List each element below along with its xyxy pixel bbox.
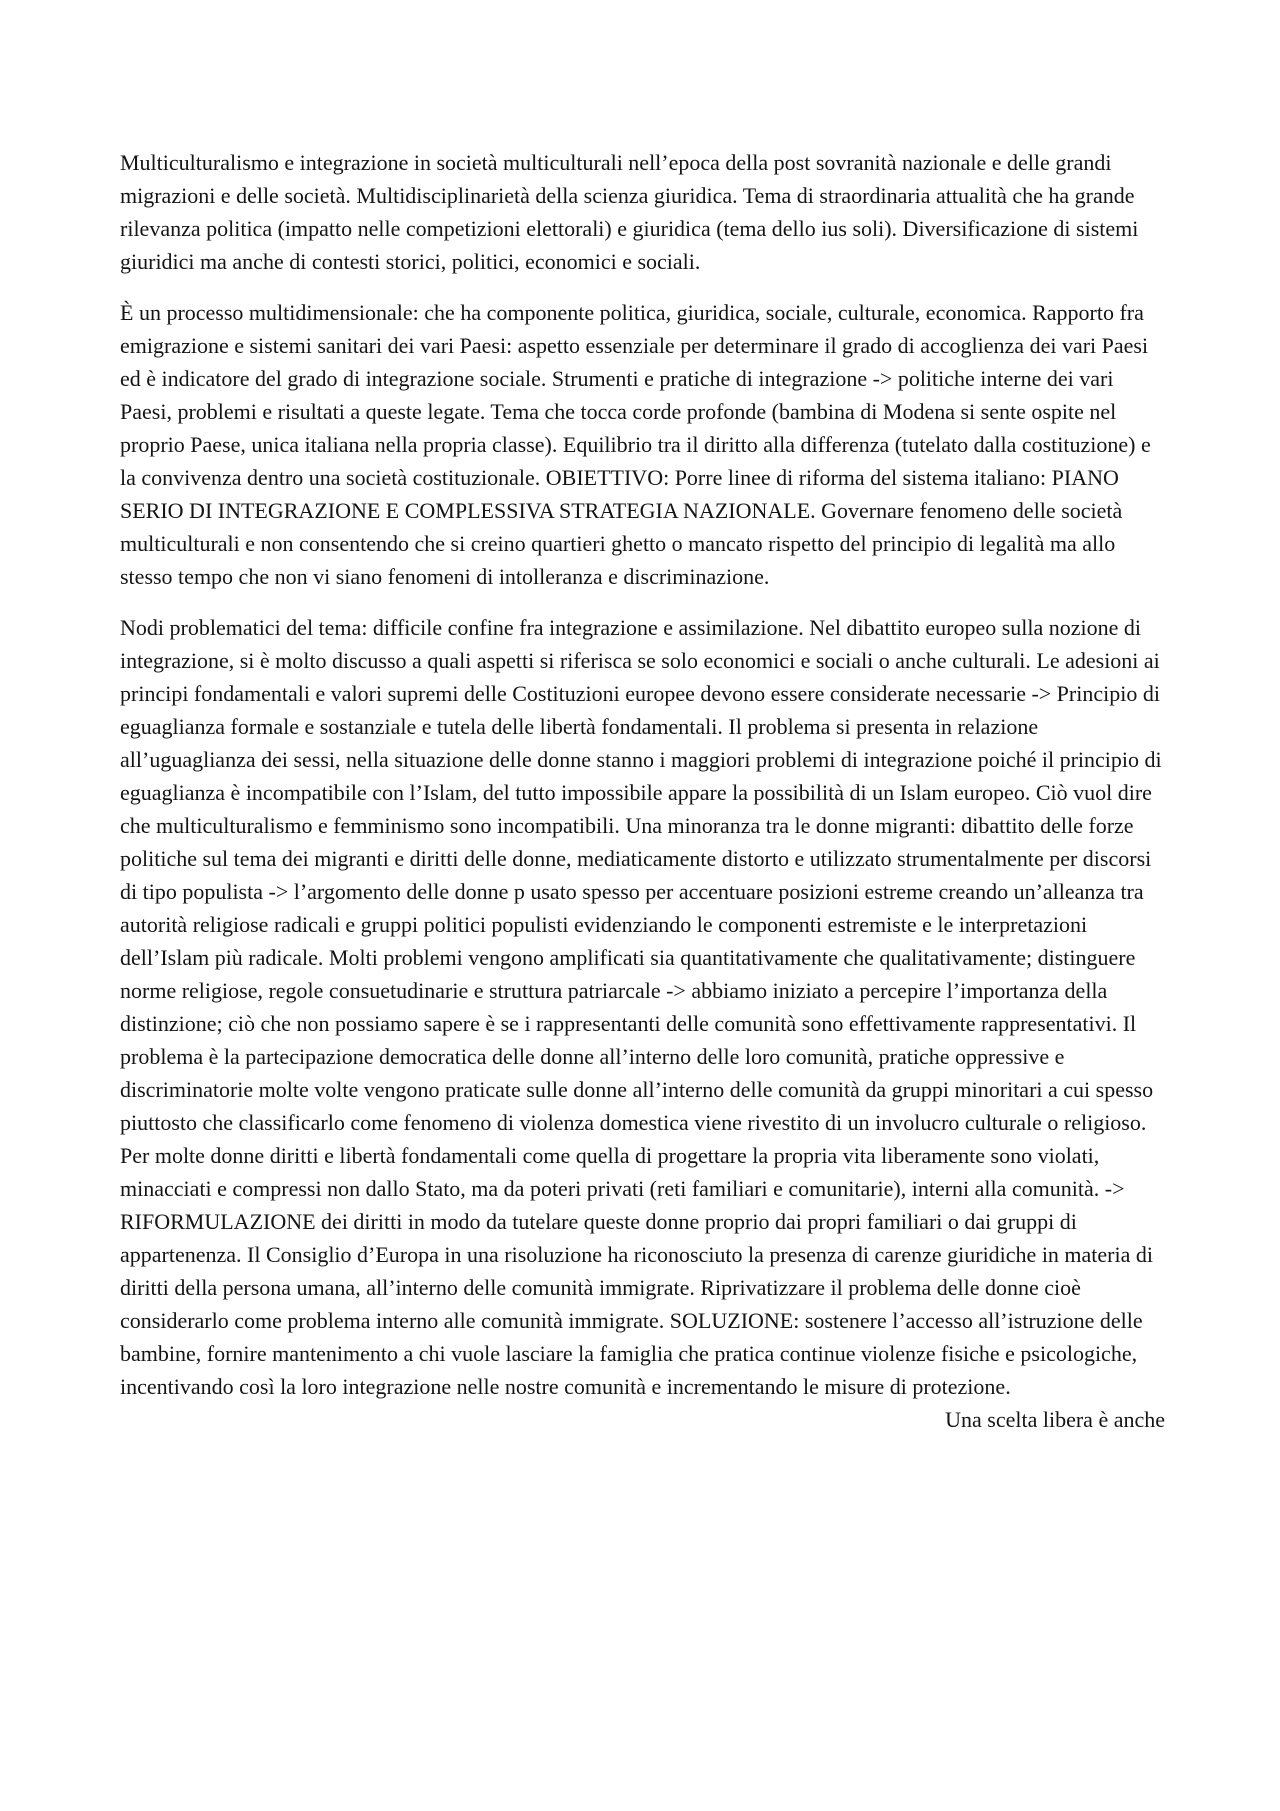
paragraph-problematic-nodes: Nodi problematici del tema: difficile confine fra integrazione e assimilazione. Nel dibattito europeo sulla nozione di integrazione, si è molto discusso a quali aspetti si riferisca se solo economici e sociali o anche culturali. Le adesioni ai principi fondamentali e valori supremi delle Costituzioni europee devono essere considerate necessarie -> Principio di eguaglianza formale e sostanziale e tutela delle libertà fondamentali. Il problema si presenta in relazione all’uguaglianza dei sessi, nella situazione delle donne stanno i maggiori problemi di integrazione poiché il principio di eguaglianza è incompatibile con l’Islam, del tutto impossibile appare la possibilità di un Islam europeo. Ciò vuol dire che multiculturalismo e femminismo sono incompatibili. Una minoranza tra le donne migranti: dibattito delle forze politiche sul tema dei migranti e diritti delle donne, mediaticamente distorto e utilizzato strumentalmente per discorsi di tipo populista -> l’argomento delle donne p usato spesso per accentuare posizioni estreme creando un’alleanza tra autorità religiose radicali e gruppi politici populisti evidenziando le componenti estremiste e le interpretazioni dell’Islam più radicale. Molti problemi vengono amplificati sia quantitativamente che qualitativamente; distinguere norme religiose, regole consuetudinarie e struttura patriarcale -> abbiamo iniziato a percepire l’importanza della distinzione; ciò che non possiamo sapere è se i rappresentanti delle comunità sono effettivamente rappresentativi. Il problema è la partecipazione democratica delle donne all’interno delle loro comunità, pratiche oppressive e discriminatorie molte volte vengono praticate sulle donne all’interno delle comunità da gruppi minoritari a cui spesso piuttosto che classificarlo come fenomeno di violenza domestica viene rivestito di un involucro culturale o religioso. Per molte donne diritti e libertà fondamentali come quella di progettare la propria vita liberamente sono violati, minacciati e compressi non dallo Stato, ma da poteri privati (reti familiari e comunitarie), interni alla comunità. -> RIFORMULAZIONE dei diritti in modo da tutelare queste donne proprio dai propri familiari o dai gruppi di appartenenza. Il Consiglio d’Europa in una risoluzione ha riconosciuto la presenza di carenze giuridiche in materia di diritti della persona umana, all’interno delle comunità immigrate. Riprivatizzare il problema delle donne cioè considerarlo come problema interno alle comunità immigrate. SOLUZIONE: sostenere l’accesso all’istruzione delle bambine, fornire mantenimento a chi vuole lasciare la famiglia che pratica continue violenze fisiche e psicologiche, incentivando così la loro integrazione nelle nostre comunità e incrementando le misure di protezione. — [120, 615, 1162, 1399]
paragraph-multidimensional-process: È un processo multidimensionale: che ha componente politica, giuridica, sociale, culturale, economica. Rapporto fra emigrazione e sistemi sanitari dei vari Paesi: aspetto essenziale per determinare il grado di accoglienza dei vari Paesi ed è indicatore del grado di integrazione sociale. Strumenti e pratiche di integrazione -> politiche interne dei vari Paesi, problemi e risultati a queste legate. Tema che tocca corde profonde (bambina di Modena si sente ospite nel proprio Paese, unica italiana nella propria classe). Equilibrio tra il diritto alla differenza (tutelato dalla costituzione) e la convivenza dentro una società costituzionale. OBIETTIVO: Porre linee di riforma del sistema italiano: PIANO SERIO DI INTEGRAZIONE E COMPLESSIVA STRATEGIA NAZIONALE. Governare fenomeno delle società multiculturali e non consentendo che si creino quartieri ghetto o mancato rispetto del principio di legalità ma allo stesso tempo che non vi siano fenomeni di intolleranza e discriminazione. — [120, 300, 1151, 589]
continuation-text: Una scelta libera è anche — [945, 1407, 1165, 1432]
document-page — [120, 146, 1165, 1454]
paragraph-problematic-nodes-wrapper — [120, 611, 1165, 1436]
paragraph-intro: Multiculturalismo e integrazione in società multiculturali nell’epoca della post sovranità nazionale e delle grandi migrazioni e delle società. Multidisciplinarietà della scienza giuridica. Tema di straordinaria attualità che ha grande rilevanza politica (impatto nelle competizioni elettorali) e giuridica (tema dello ius soli). Diversificazione di sistemi giuridici ma anche di contesti storici, politici, economici e sociali. — [120, 150, 1139, 274]
